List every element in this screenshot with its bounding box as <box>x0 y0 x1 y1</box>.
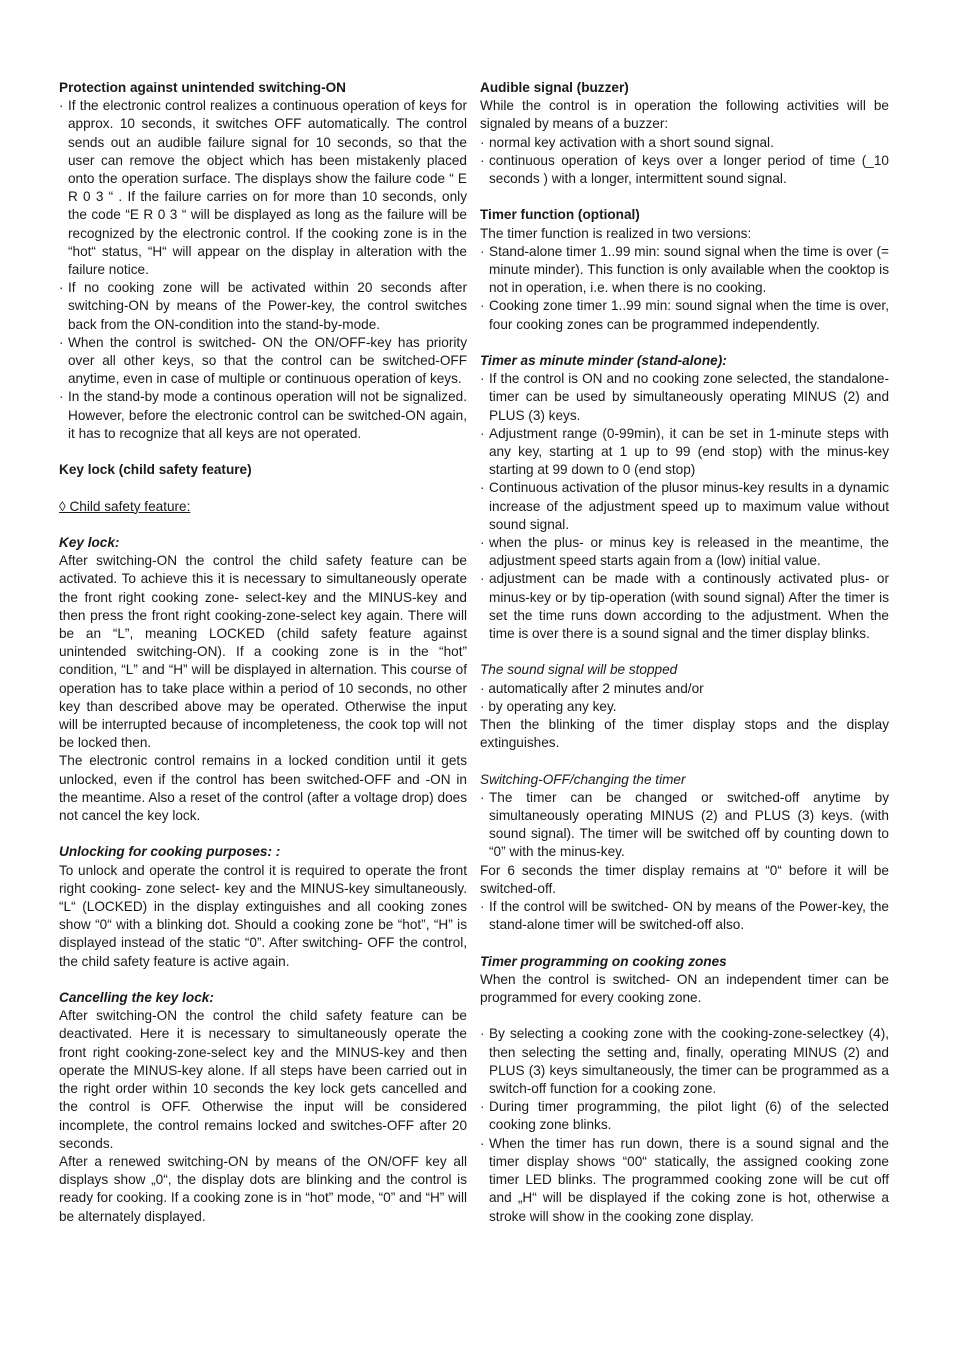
switching-text: For 6 seconds the timer display remains at “0“ before it will be switched-off. <box>480 862 889 896</box>
timer-heading: Timer function (optional) <box>480 207 640 223</box>
keylock-heading: Key lock (child safety feature) <box>59 462 252 478</box>
list-item: · Continuous activation of the plusor minus-key results in a dynamic increase of the adjustment speed up to maximum value without sound signal. <box>480 480 889 532</box>
list-item: · When the control is switched- ON the ON/OFF-key has priority over all other keys, so that the control can be switched-OFF anytime, even in case of multiple or continuous operation of keys. <box>59 334 467 387</box>
list-item: · by operating any key. <box>480 698 617 714</box>
list-item: · If the control is ON and no cooking zone selected, the standalone-timer can be used by simultaneously operating MINUS (2) and PLUS (3) keys. <box>480 371 889 423</box>
list-item: · Stand-alone timer 1..99 min: sound signal when the time is over (= minute minder). This function is only available when the cooktop is not in operation, i.e. when there is no cooking. <box>480 243 889 296</box>
programming-heading: Timer programming on cooking zones <box>480 953 727 969</box>
keylock-subheading: Key lock: <box>59 535 120 551</box>
child-safety-label: ◊ Child safety feature: <box>59 498 191 514</box>
list-item: · If the electronic control realizes a continuous operation of keys for approx. 10 seconds, it switches OFF automatically. The control sends out an audible failure signal for 10 seconds, so that the user can remove the object which has been mistakenly placed onto the operation surface. The displays show the failure code “ E R 0 3 “ . If the failure carries on for more than 10 seconds, only the code “E R 0 3 “ will be displayed as long as the failure will be recognized by the electronic control. If the cooking zone is in the “hot“ status, “H“ will appear on the display in alteration with the failure notice. <box>59 98 467 278</box>
programming-intro: When the control is switched- ON an independent timer can be programmed for every cooking zone. <box>480 971 889 1006</box>
cancelling-paragraph: After a renewed switching-ON by means of the ON/OFF key all displays show „0“, the display dots are blinking and the control is ready for cooking. If a cooking zone is in “hot” mode, “0” and “H” will be alternately displayed. <box>59 1153 467 1224</box>
list-item: · By selecting a cooking zone with the cooking-zone-selectkey (4), then selecting the setting and, finally, operating MINUS (2) and PLUS (3) keys simultaneously, the timer can be programmed as a switch-off function for a cooking zone. <box>480 1026 889 1097</box>
timer-intro: The timer function is realized in two versions: <box>480 225 752 241</box>
list-item: · If no cooking zone will be activated within 20 seconds after switching-ON by means of the Power-key, the control switches back from the ON-condition into the stand-by-mode. <box>59 280 467 332</box>
list-item: · If the control will be switched- ON by means of the Power-key, the stand-alone timer will be switched-off also. <box>480 899 889 933</box>
sound-heading: The sound signal will be stopped <box>480 662 678 678</box>
list-item: · automatically after 2 minutes and/or <box>480 680 704 696</box>
unlocking-heading: Unlocking for cooking purposes: : <box>59 844 281 860</box>
keylock-paragraph: The electronic control remains in a locked condition until it gets unlocked, even if the control has been switched-OFF and -ON in the meantime. Also a reset of the control (after a voltage drop) does not cancel the key lock. <box>59 753 467 824</box>
list-item: · Adjustment range (0-99min), it can be set in 1-minute steps with any key, starting at 1 up to 99 (end stop) with the minus-key starting at 99 down to 0 (end stop) <box>480 425 889 478</box>
left-column <box>59 79 467 1226</box>
unlocking-paragraph: To unlock and operate the control it is required to operate the front right cooking- zone select- key and the MINUS-key simultaneously. “L“ (LOCKED) in the display extinguishes and all cooking zones show “0“ with a blinking dot. Should a cooking zone be “hot”, “H” is displayed instead of the static “0”. After switching- OFF the control, the child safety feature is active again. <box>59 862 467 969</box>
right-column <box>480 79 889 1226</box>
list-item: · When the timer has run down, there is a sound signal and the timer display shows “00“ statically, the assigned cooking zone timer LED blinks. The programmed cooking zone will be cut off and „H“ will be displayed if the coking zone is hot, otherwise a stroke will show in the cooking zone display. <box>480 1135 889 1224</box>
audible-heading: Audible signal (buzzer) <box>480 80 629 95</box>
list-item: · In the stand-by mode a continous operation will not be signalized. However, before the electronic control can be switched-ON again, it has to recognize that all keys are not operated. <box>59 389 467 441</box>
audible-intro: While the control is in operation the following activities will be signaled by means of a buzzer: <box>480 98 889 132</box>
list-item: · adjustment can be made with a continously activated plus- or minus-key or by tip-operation (with sound signal) After the timer is set the time runs down according to the adjustment. When the time is over there is a sound signal and the timer display blinks. <box>480 571 889 642</box>
list-item: · continuous operation of keys over a longer period of time (_10 seconds ) with a longer, intermittent sound signal. <box>480 152 889 187</box>
protection-heading: Protection against unintended switching-ON <box>59 80 346 95</box>
list-item: · The timer can be changed or switched-off anytime by simultaneously operating MINUS (2) and PLUS (3) keys. (with sound signal). The timer will be switched off by counting down to “0” with the minus-key. <box>480 789 889 860</box>
switching-heading: Switching-OFF/changing the timer <box>480 771 686 787</box>
cancelling-paragraph: After switching-ON the control the child safety feature can be deactivated. Here it is necessary to simultaneously operate the front right cooking-zone-select key and the MINUS-key and then operate the MINUS-key alone. If all steps have been carried out in the right order within 10 seconds the key lock gets cancelled and the control is OFF. Otherwise the input will be considered incomplete, the control remains locked and switches-OFF after 20 seconds. <box>59 1008 467 1151</box>
sound-after: Then the blinking of the timer display stops and the display extinguishes. <box>480 717 889 751</box>
list-item: · normal key activation with a short sound signal. <box>480 134 774 150</box>
cancelling-heading: Cancelling the key lock: <box>59 990 214 1006</box>
list-item: · when the plus- or minus key is released in the meantime, the adjustment speed starts again from a (low) initial value. <box>480 535 889 569</box>
list-item: · Cooking zone timer 1..99 min: sound signal when the time is over, four cooking zones can be programmed independently. <box>480 298 889 332</box>
list-item: · During timer programming, the pilot light (6) of the selected cooking zone blinks. <box>480 1099 889 1133</box>
keylock-paragraph: After switching-ON the control the child safety feature can be activated. To achieve this it is necessary to simultaneously operate the front right cooking zone- select-key and the MINUS-key and then press the front right cooking-zone-select key again. There will be an “L”, meaning LOCKED (child safety feature against unintended switching-ON). If a cooking zone is in the “hot” condition, “L” and “H” will be displayed in alternation. This course of operation has to take place within a period of 10 seconds, no other key than described above may be operated. Otherwise the input will be interrupted because of incompleteness, the cook top will not be locked then. <box>59 553 467 751</box>
minute-minder-heading: Timer as minute minder (stand-alone): <box>480 353 727 369</box>
